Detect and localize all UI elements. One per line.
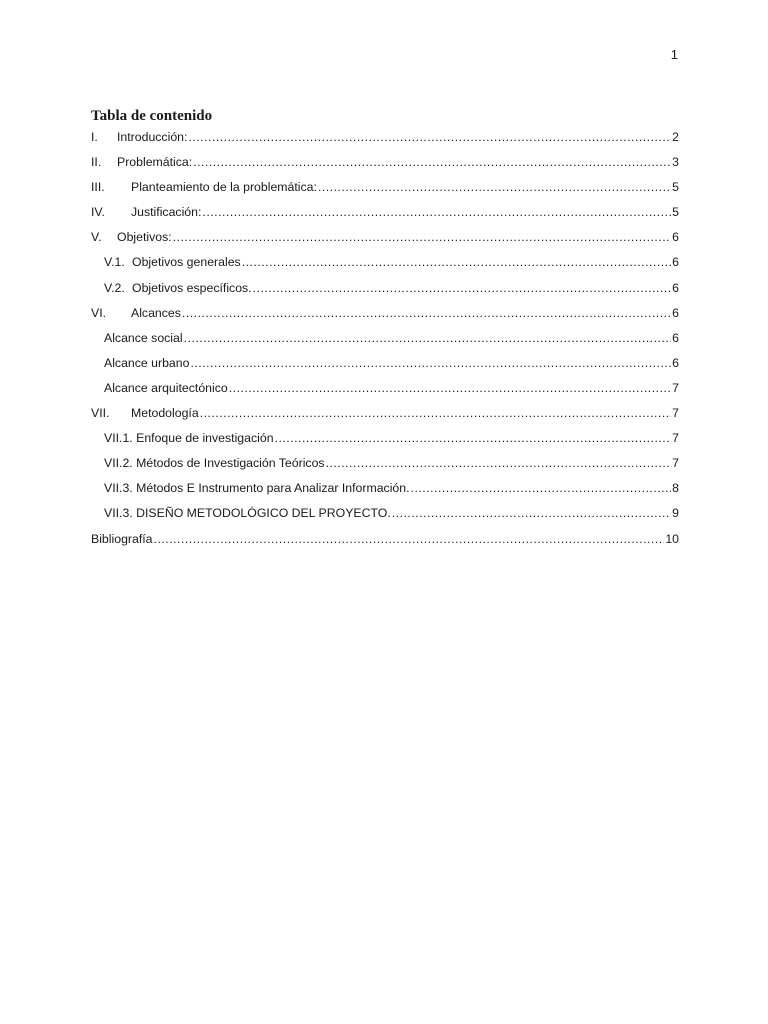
toc-entry-enfoque-investigacion[interactable] (91, 426, 679, 451)
toc-dot-leader (200, 401, 671, 426)
toc-entry-alcance-arquitectonico[interactable] (91, 376, 679, 401)
toc-entry-number: III. (91, 180, 105, 195)
toc-dot-leader (318, 175, 671, 200)
toc-entry-page: 6 (672, 305, 679, 320)
toc-entry-text: Objetivos generales (132, 255, 241, 270)
toc-entry-number: V.1. (104, 255, 125, 270)
toc-entry-page: 7 (672, 406, 679, 421)
toc-entry-page: 6 (672, 330, 679, 345)
toc-dot-leader (184, 326, 672, 351)
toc-entry-page: 6 (672, 255, 679, 270)
table-of-contents (91, 125, 679, 552)
toc-dot-leader (275, 426, 672, 451)
toc-entry-number: V.2. (104, 280, 125, 295)
toc-entry-page: 6 (672, 280, 679, 295)
toc-entry-page: 6 (672, 355, 679, 370)
toc-entry-justificacion[interactable] (91, 200, 679, 225)
toc-entry-number: VII. (91, 406, 110, 421)
toc-entry-page: 10 (665, 531, 679, 546)
toc-entry-page: 6 (672, 230, 679, 245)
toc-entry-text: VII.3. Métodos E Instrumento para Analizar Información. (104, 481, 410, 496)
toc-entry-number: V. (91, 230, 102, 245)
toc-title: Tabla de contenido (91, 108, 213, 124)
toc-entry-alcances[interactable] (91, 301, 679, 326)
toc-entry-page: 5 (672, 180, 679, 195)
toc-entry-alcance-urbano[interactable] (91, 351, 679, 376)
toc-dot-leader (193, 150, 671, 175)
toc-dot-leader (190, 351, 671, 376)
toc-entry-text: Objetivos: (117, 230, 172, 245)
toc-entry-metodologia[interactable] (91, 401, 679, 426)
toc-dot-leader (326, 451, 672, 476)
toc-entry-page: 2 (672, 130, 679, 144)
toc-entry-text: Bibliografía (91, 531, 153, 546)
toc-entry-text: VII.2. Métodos de Investigación Teóricos (104, 456, 325, 471)
toc-entry-metodos-teoricos[interactable] (91, 451, 679, 476)
toc-entry-page: 7 (672, 431, 679, 446)
toc-entry-text: Alcances (131, 305, 181, 320)
toc-entry-page: 3 (672, 155, 679, 170)
toc-entry-text: Problemática: (117, 155, 193, 170)
toc-dot-leader (242, 250, 671, 275)
toc-entry-text: Justificación: (131, 205, 202, 220)
toc-entry-text: Alcance urbano (104, 355, 190, 370)
toc-entry-bibliografia[interactable] (91, 527, 679, 552)
toc-entry-objetivos[interactable] (91, 225, 679, 250)
toc-entry-number: I. (91, 130, 98, 144)
toc-dot-leader (411, 476, 672, 501)
toc-dot-leader (182, 301, 671, 326)
toc-entry-problematica[interactable] (91, 150, 679, 175)
toc-entry-planteamiento[interactable] (91, 175, 679, 200)
toc-dot-leader (202, 200, 671, 225)
toc-entry-number: VI. (91, 305, 107, 320)
toc-dot-leader (253, 276, 672, 301)
toc-entry-objetivos-especificos[interactable] (91, 276, 679, 301)
toc-dot-leader (229, 376, 671, 401)
toc-dot-leader (173, 225, 671, 250)
toc-entry-text: Alcance social (104, 330, 183, 345)
toc-entry-introduccion[interactable] (91, 125, 679, 150)
toc-entry-text: Introducción: (117, 130, 188, 144)
toc-entry-page: 8 (672, 481, 679, 496)
page-number: 1 (670, 47, 678, 62)
toc-dot-leader (188, 125, 671, 150)
toc-entry-metodos-instrumento[interactable] (91, 476, 679, 501)
toc-entry-number: IV. (91, 205, 105, 220)
toc-entry-number: II. (91, 155, 102, 170)
toc-dot-leader (154, 527, 665, 552)
toc-entry-text: Objetivos específicos. (132, 280, 252, 295)
toc-entry-objetivos-generales[interactable] (91, 250, 679, 275)
toc-dot-leader (392, 501, 671, 526)
toc-entry-text: VII.3. DISEÑO METODOLÓGICO DEL PROYECTO. (104, 506, 391, 521)
toc-entry-text: Planteamiento de la problemática: (131, 180, 317, 195)
toc-entry-text: Alcance arquitectónico (104, 380, 228, 395)
toc-entry-page: 7 (672, 380, 679, 395)
toc-entry-page: 9 (672, 506, 679, 521)
toc-entry-alcance-social[interactable] (91, 326, 679, 351)
toc-entry-text: Metodología (131, 406, 199, 421)
toc-entry-page: 7 (672, 456, 679, 471)
toc-entry-text: VII.1. Enfoque de investigación (104, 431, 274, 446)
toc-entry-diseno-metodologico[interactable] (91, 501, 679, 526)
toc-entry-page: 5 (672, 205, 679, 220)
